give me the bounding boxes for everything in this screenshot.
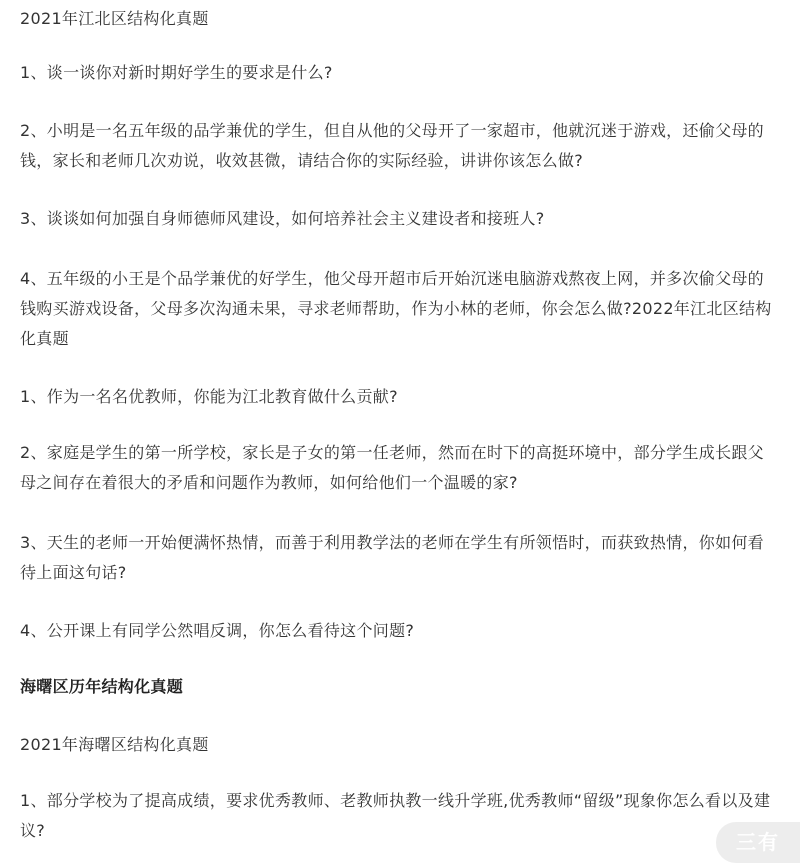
- question-paragraph: 1、作为一名名优教师，你能为江北教育做什么贡献?: [20, 387, 398, 406]
- section-title-haishu-2021: 2021年海曙区结构化真题: [20, 735, 209, 754]
- question-paragraph: 2、小明是一名五年级的品学兼优的学生，但自从他的父母开了一家超市，他就沉迷于游戏，还偷父母的钱，家长和老师几次劝说，收效甚微，请结合你的实际经验，讲讲你该怎么做?: [20, 121, 764, 170]
- question-paragraph: 1、谈一谈你对新时期好学生的要求是什么?: [20, 63, 333, 82]
- question-paragraph: 4、公开课上有同学公然唱反调，你怎么看待这个问题?: [20, 621, 415, 640]
- question-paragraph: 4、五年级的小王是个品学兼优的好学生，他父母开超市后开始沉迷电脑游戏熬夜上网，并多次偷父母的钱购买游戏设备，父母多次沟通未果，寻求老师帮助，作为小林的老师，你会怎么做?2022年江北区结构化真题: [20, 269, 772, 348]
- question-paragraph: 1、部分学校为了提高成绩，要求优秀教师、老教师执教一线升学班,优秀教师“留级”现象你怎么看以及建议?: [20, 791, 771, 840]
- question-paragraph: 3、天生的老师一开始便满怀热情，而善于利用教学法的老师在学生有所领悟时，而获致热情，你如何看待上面这句话?: [20, 533, 764, 582]
- section-heading-haishu: 海曙区历年结构化真题: [20, 677, 184, 696]
- watermark-logo: 三有: [716, 822, 800, 863]
- question-paragraph: 2、家庭是学生的第一所学校，家长是子女的第一任老师，然而在时下的高挺环境中，部分学生成长跟父母之间存在着很大的矛盾和问题作为教师，如何给他们一个温暖的家?: [20, 443, 764, 492]
- question-paragraph: 3、谈谈如何加强自身师德师风建设，如何培养社会主义建设者和接班人?: [20, 209, 545, 228]
- section-title-jiangbei-2021: 2021年江北区结构化真题: [20, 9, 209, 28]
